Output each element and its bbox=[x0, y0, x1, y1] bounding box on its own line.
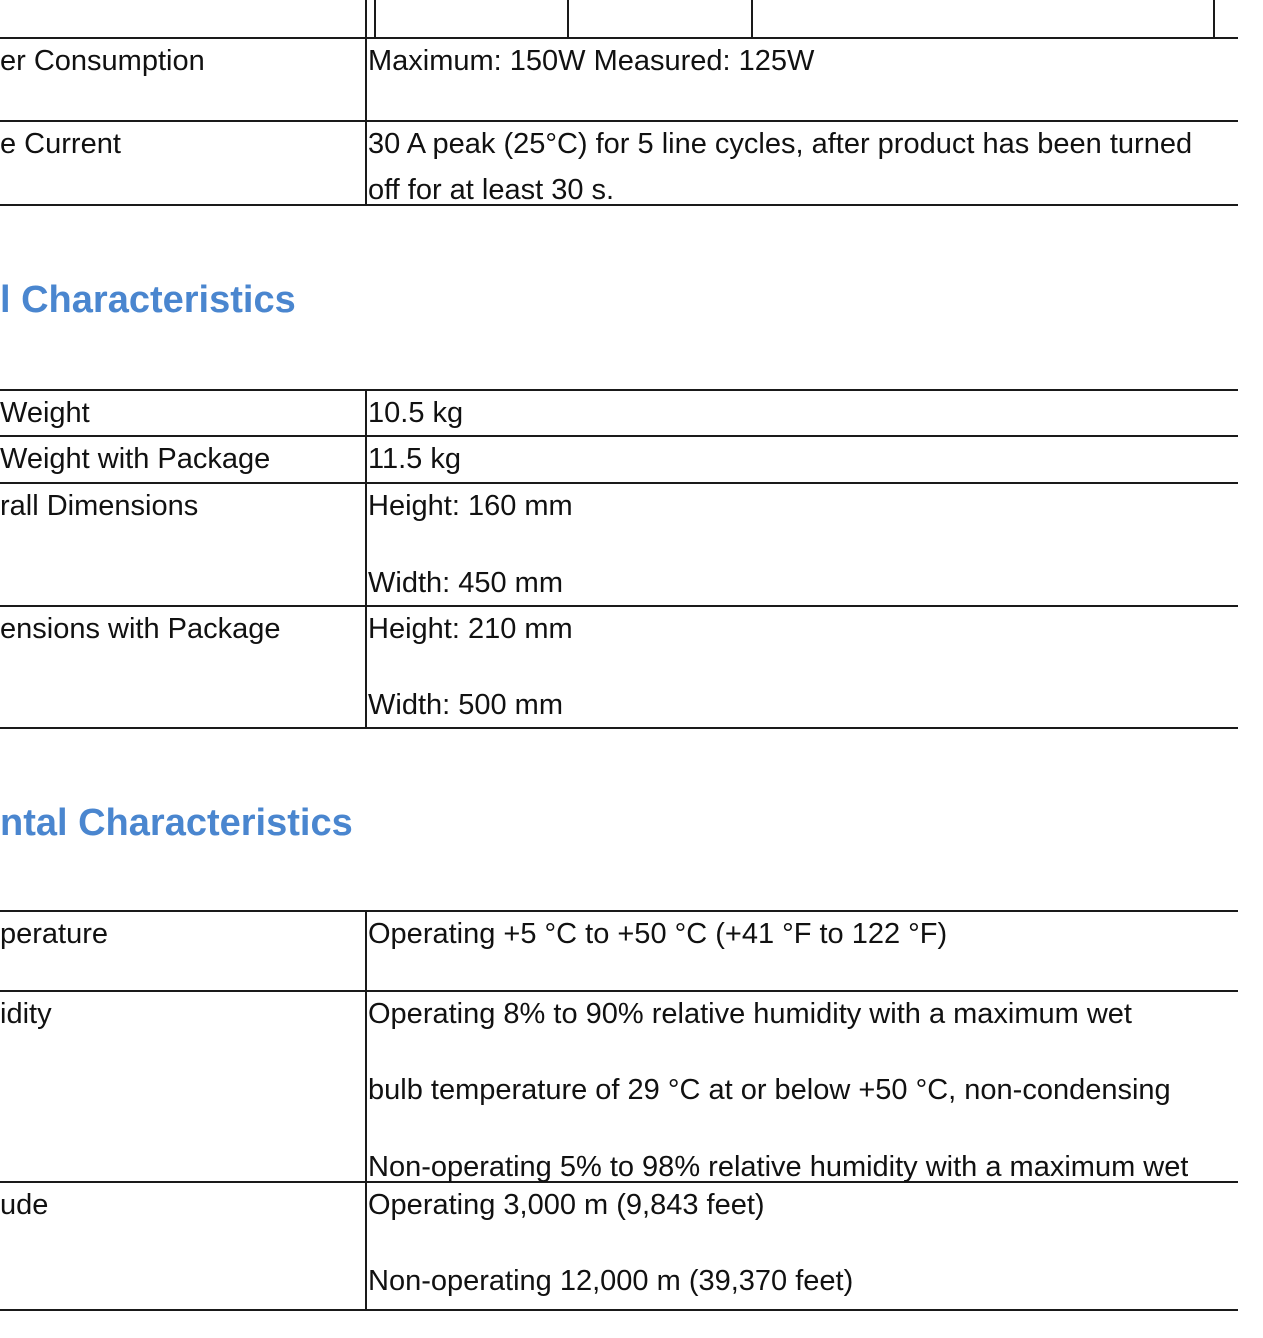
overall-dimensions-width: Width: 450 mm bbox=[368, 567, 563, 599]
inrush-current-value-line2: off for at least 30 s. bbox=[368, 174, 615, 206]
humidity-value-line1: Operating 8% to 90% relative humidity with a maximum wet bbox=[368, 998, 1132, 1030]
humidity-value-line2: bulb temperature of 29 °C at or below +50 °C, non-condensing bbox=[368, 1074, 1171, 1106]
table-rule bbox=[0, 204, 1238, 206]
weight-with-package-value: 11.5 kg bbox=[368, 443, 461, 475]
altitude-value-line1: Operating 3,000 m (9,843 feet) bbox=[368, 1189, 765, 1221]
weight-label: Weight bbox=[0, 397, 90, 429]
table-rule bbox=[0, 910, 1238, 912]
weight-value: 10.5 kg bbox=[368, 397, 464, 429]
temperature-value: Operating +5 °C to +50 °C (+41 °F to 122 °F) bbox=[368, 918, 948, 950]
table-rule bbox=[0, 37, 1238, 39]
power-consumption-label bbox=[0, 43, 360, 79]
table-rule bbox=[0, 990, 1238, 992]
table-rule bbox=[0, 727, 1238, 729]
temperature-label: perature bbox=[0, 918, 109, 950]
inrush-current-value-line1: 30 A peak (25°C) for 5 line cycles, after product has been turned bbox=[368, 128, 1193, 160]
table-divider bbox=[1213, 0, 1215, 38]
table-rule bbox=[0, 605, 1238, 607]
table-divider bbox=[567, 0, 569, 38]
table-divider bbox=[751, 0, 753, 38]
inrush-current-label bbox=[0, 126, 360, 162]
table-divider bbox=[365, 389, 367, 729]
table-rule bbox=[0, 389, 1238, 391]
dimensions-with-package-width: Width: 500 mm bbox=[368, 689, 563, 721]
table-divider bbox=[365, 910, 367, 1311]
table-divider bbox=[365, 37, 367, 206]
table-rule bbox=[0, 1309, 1238, 1311]
power-consumption-value: Maximum: 150W Measured: 125W bbox=[368, 45, 815, 77]
altitude-value-line2: Non-operating 12,000 m (39,370 feet) bbox=[368, 1265, 854, 1297]
row-label-text: e Current bbox=[0, 128, 121, 160]
row-label-text: er Consumption bbox=[0, 45, 205, 77]
weight-with-package-label: Weight with Package bbox=[0, 443, 271, 475]
table-divider bbox=[365, 0, 367, 38]
altitude-label: ude bbox=[0, 1189, 49, 1221]
dimensions-with-package-height: Height: 210 mm bbox=[368, 613, 573, 645]
table-divider bbox=[374, 0, 376, 38]
overall-dimensions-label: rall Dimensions bbox=[0, 490, 199, 522]
table-rule bbox=[0, 120, 1238, 122]
table-rule bbox=[0, 435, 1238, 437]
overall-dimensions-height: Height: 160 mm bbox=[368, 490, 573, 522]
physical-characteristics-heading: l Characteristics bbox=[0, 279, 296, 321]
environmental-characteristics-heading: ntal Characteristics bbox=[0, 802, 353, 844]
humidity-value-line3: Non-operating 5% to 98% relative humidity with a maximum wet bbox=[368, 1151, 1189, 1182]
dimensions-with-package-label: ensions with Package bbox=[0, 613, 281, 645]
humidity-label: idity bbox=[0, 998, 52, 1030]
table-rule bbox=[0, 482, 1238, 484]
